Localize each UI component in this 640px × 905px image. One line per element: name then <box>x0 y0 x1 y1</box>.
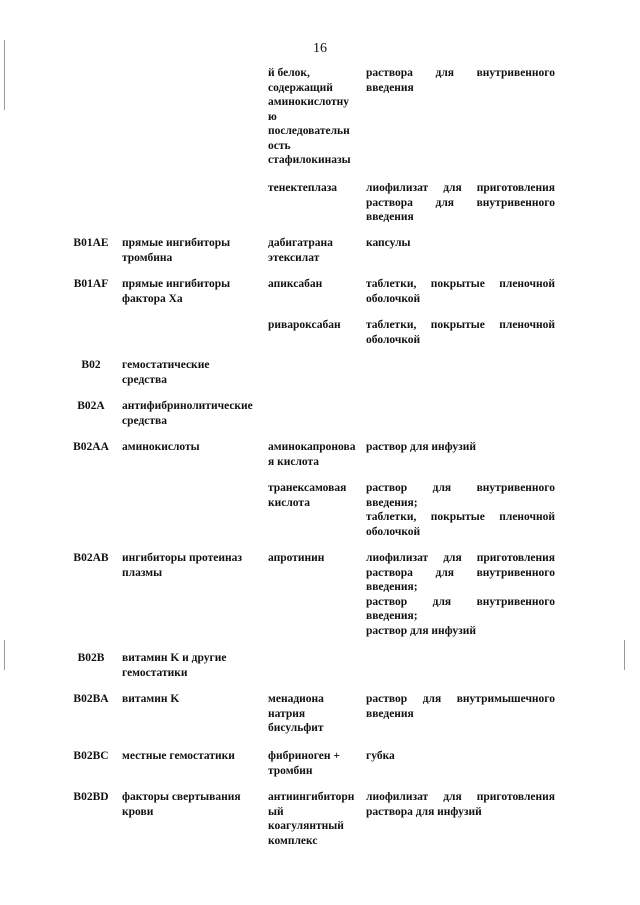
dosage-form-line: раствора для внутривенного <box>366 196 555 209</box>
drug-name <box>268 790 360 848</box>
group-name-line: местные гемостатики <box>122 750 235 762</box>
dosage-form-line: оболочкой <box>366 292 421 305</box>
dosage-form-line: раствора для инфузий <box>366 805 482 818</box>
drug-name-line: последовательн <box>268 125 350 137</box>
drug-name-line: тенектеплаза <box>268 182 338 194</box>
atc-code: B02BD <box>73 791 109 803</box>
group-name <box>122 790 262 819</box>
dosage-form-line: таблетки, покрытые пленочной <box>366 278 555 290</box>
scan-edge-mark <box>4 640 5 670</box>
drug-name-line: апротинин <box>268 552 325 564</box>
dosage-form-line: лиофилизат для приготовления <box>366 552 555 564</box>
group-name <box>122 236 262 265</box>
drug-name-line: коагулянтный <box>268 820 344 832</box>
dosage-form <box>366 481 555 539</box>
group-name <box>122 551 262 580</box>
dosage-form <box>366 692 555 721</box>
drug-name <box>268 236 360 265</box>
atc-code: B01AE <box>73 237 109 249</box>
group-name <box>122 399 262 428</box>
dosage-form-line: введения <box>366 81 414 94</box>
drug-name <box>268 181 360 196</box>
group-name <box>122 692 262 707</box>
dosage-form-line: раствор для внутривенного <box>366 482 555 494</box>
drug-name <box>268 692 360 736</box>
dosage-form-line: раствор для инфузий <box>366 624 476 637</box>
group-name-line: тромбина <box>122 251 173 264</box>
dosage-form <box>366 277 555 306</box>
dosage-form-line: таблетки, покрытые пленочной <box>366 319 555 331</box>
group-name <box>122 277 262 306</box>
drug-name-line: ю <box>268 110 277 123</box>
dosage-form <box>366 749 555 764</box>
drug-name <box>268 318 360 333</box>
drug-name-line: менадиона <box>268 693 324 705</box>
group-name-line: фактора Xa <box>122 292 183 305</box>
dosage-form-line: введения; <box>366 610 418 622</box>
group-name-line: средства <box>122 414 167 427</box>
group-name-line: крови <box>122 805 154 818</box>
drug-name-line: я кислота <box>268 455 320 468</box>
drug-name-line: антиингибиторн <box>268 791 355 803</box>
dosage-form-line: капсулы <box>366 237 411 249</box>
drug-name-line: транексамовая <box>268 482 347 494</box>
group-name-line: антифибринолитические <box>122 400 253 412</box>
dosage-form-line: введения; <box>366 496 418 509</box>
group-name <box>122 749 262 764</box>
atc-code: B02BC <box>73 750 109 762</box>
atc-code: B01AF <box>73 278 109 290</box>
drug-name-line: й белок, <box>268 67 310 79</box>
page-number: 16 <box>313 41 327 56</box>
group-name-line: витамин K и другие <box>122 652 227 664</box>
drug-name <box>268 277 360 292</box>
drug-name-line: натрия <box>268 707 306 720</box>
dosage-form-line: лиофилизат для приготовления <box>366 182 555 194</box>
drug-name-line: тромбин <box>268 764 313 777</box>
drug-name-line: комплекс <box>268 834 318 847</box>
drug-name-line: стафилокиназы <box>268 154 351 166</box>
drug-name <box>268 440 360 469</box>
dosage-form-line: раствор для инфузий <box>366 441 476 453</box>
dosage-form-line: введения; <box>366 581 418 593</box>
drug-name-line: бисульфит <box>268 722 324 734</box>
drug-name-line: аминокислотну <box>268 96 350 108</box>
drug-name-line: фибриноген + <box>268 750 340 762</box>
dosage-form-line: оболочкой <box>366 525 421 538</box>
dosage-form-line: оболочкой <box>366 333 421 346</box>
group-name-line: плазмы <box>122 566 163 579</box>
atc-code: B02AA <box>73 441 109 453</box>
group-name-line: прямые ингибиторы <box>122 237 231 249</box>
group-name-line: аминокислоты <box>122 441 200 453</box>
drug-name <box>268 481 360 510</box>
group-name <box>122 651 262 680</box>
drug-name <box>268 551 360 566</box>
drug-name-line: ость <box>268 139 291 152</box>
dosage-form <box>366 66 555 95</box>
dosage-form <box>366 551 555 638</box>
dosage-form-line: раствор для внутривенного <box>366 595 555 608</box>
drug-name-line: кислота <box>268 496 310 509</box>
group-name-line: средства <box>122 373 167 386</box>
dosage-form-line: введения <box>366 707 414 720</box>
group-name-line: прямые ингибиторы <box>122 278 231 290</box>
dosage-form <box>366 790 555 819</box>
drug-name-line: ривароксабан <box>268 319 341 331</box>
drug-name-line: дабигатрана <box>268 237 333 249</box>
dosage-form-line: губка <box>366 750 395 762</box>
drug-name-line: содержащий <box>268 81 333 94</box>
dosage-form-line: раствора для внутривенного <box>366 67 555 79</box>
drug-name <box>268 66 360 168</box>
group-name <box>122 358 262 387</box>
drug-name-line: аминокапронова <box>268 441 356 453</box>
atc-code: B02B <box>77 652 105 664</box>
dosage-form <box>366 318 555 347</box>
dosage-form <box>366 181 555 225</box>
dosage-form-line: раствора для внутривенного <box>366 566 555 579</box>
atc-code: B02A <box>77 400 105 412</box>
group-name-line: ингибиторы протеиназ <box>122 552 242 564</box>
atc-code: B02AB <box>73 552 109 564</box>
group-name-line: гемостатики <box>122 666 188 679</box>
group-name-line: витамин K <box>122 693 180 705</box>
dosage-form-line: раствор для внутримышечного <box>366 693 555 705</box>
atc-code: B02BA <box>73 693 109 705</box>
scan-edge-mark <box>624 640 625 670</box>
dosage-form-line: таблетки, покрытые пленочной <box>366 511 555 523</box>
dosage-form-line: лиофилизат для приготовления <box>366 791 555 803</box>
dosage-form <box>366 236 555 251</box>
group-name-line: гемостатические <box>122 359 210 371</box>
drug-name <box>268 749 360 778</box>
dosage-form-line: введения <box>366 211 414 223</box>
group-name-line: факторы свертывания <box>122 791 241 803</box>
dosage-form <box>366 440 555 455</box>
atc-code: B02 <box>81 359 101 371</box>
drug-name-line: ый <box>268 805 284 818</box>
group-name <box>122 440 262 455</box>
drug-name-line: апиксабан <box>268 278 323 290</box>
drug-name-line: этексилат <box>268 251 320 264</box>
